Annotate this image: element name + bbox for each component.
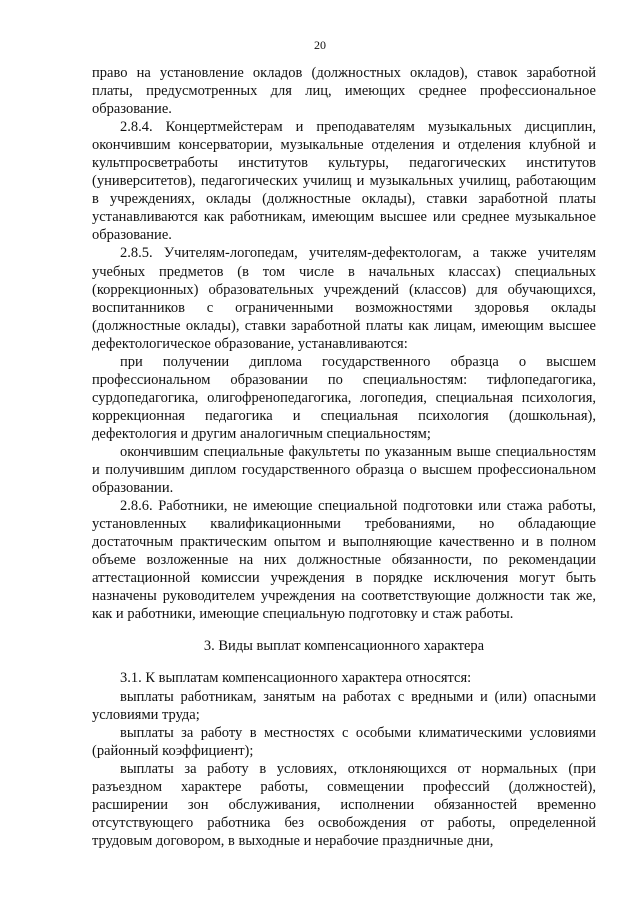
list-item-abnormal-conditions: выплаты за работу в условиях, отклоняющихся от нормальных (при разъездном характере работы, совмещении профессий (должностей), расширении зон обслуживания, исполнении обязанностей временно отсутствующего работника без освобождения от работы, определенной трудовым договором, в выходные и нерабочие праздничные дни,: [92, 760, 596, 849]
paragraph-special-faculties: окончившим специальные факультеты по указанным выше специальностям и получившим диплом государственного образца о высшем профессиональном образовании.: [92, 443, 596, 497]
page-number: 20: [314, 38, 326, 52]
paragraph-diploma-specialties: при получении диплома государственного образца о высшем профессиональном образовании по специальностям: тифлопедагогика, сурдопедагогика, олигофренопедагогика, логопедия, специальная психология, коррекционная педагогика и специальная психология (дошкольная), дефектология и другим аналогичным специальностям;: [92, 353, 596, 442]
section-heading: 3. Виды выплат компенсационного характера: [203, 638, 485, 655]
document-body: [92, 64, 596, 850]
paragraph-3-1: 3.1. К выплатам компенсационного характера относятся:: [120, 670, 472, 687]
list-item-harmful-conditions: выплаты работникам, занятым на работах с вредными и (или) опасными условиями труда;: [92, 688, 596, 723]
paragraph-2-8-4: 2.8.4. Концертмейстерам и преподавателям музыкальных дисциплин, окончившим консерватории, музыкальные отделения и отделения клубной и культпросветработы институтов культуры, педагогических институтов (университетов), педагогических училищ и музыкальных училищ, работающим в учреждениях, оклады (должностные оклады), ставки заработной платы устанавливаются как работникам, имеющим высшее или среднее музыкальное образование.: [92, 119, 596, 244]
paragraph-continuation: право на установление окладов (должностных окладов), ставок заработной платы, предусмотренных для лиц, имеющих среднее профессиональное образование.: [92, 65, 596, 118]
paragraph-2-8-5: 2.8.5. Учителям-логопедам, учителям-дефектологам, а также учителям учебных предметов (в том числе в начальных классах) специальных (коррекционных) образовательных учреждений (классов) для обучающихся, воспитанников с ограниченными возможностями здоровья оклады (должностные оклады), ставки заработной платы как лицам, имеющим высшее дефектологическое образование, устанавливаются:: [92, 245, 596, 352]
paragraph-2-8-6: 2.8.6. Работники, не имеющие специальной подготовки или стажа работы, установленных квалификационными требованиями, но обладающие достаточным практическим опытом и выполняющие качественно и в полном объеме возложенные на них должностные обязанности, по рекомендации аттестационной комиссии учреждения в порядке исключения могут быть назначены руководителем учреждения на соответствующие должности так же, как и работники, имеющие специальную подготовку и стаж работы.: [92, 498, 596, 623]
list-item-climate-conditions: выплаты за работу в местностях с особыми климатическими условиями (районный коэффициент);: [92, 724, 596, 759]
